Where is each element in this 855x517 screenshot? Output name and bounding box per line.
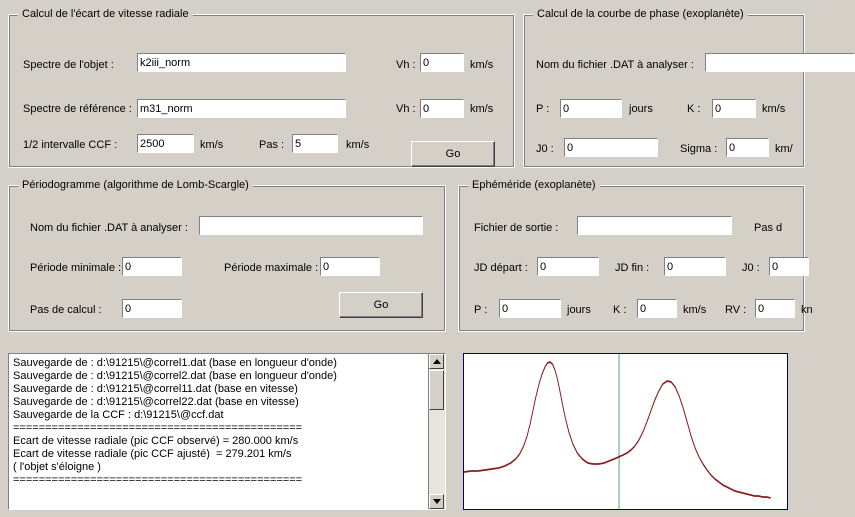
label-periodogram-dat-file: Nom du fichier .DAT à analyser : [30, 222, 188, 234]
output-file-input[interactable] [577, 216, 732, 235]
phase-k-input[interactable] [712, 99, 756, 118]
scroll-up-button[interactable] [429, 354, 444, 369]
scroll-up-arrow-icon [433, 359, 441, 364]
group-ephemeris [458, 179, 813, 332]
label-object-vh: Vh : [396, 59, 416, 71]
label-jd-start: JD départ : [474, 262, 528, 274]
label-phase-dat-file: Nom du fichier .DAT à analyser : [536, 59, 694, 71]
phase-p-input[interactable] [560, 99, 622, 118]
object-vh-input[interactable] [420, 53, 464, 72]
ccf-plot-panel[interactable] [463, 353, 788, 510]
unit-ephemeris-p: jours [567, 304, 591, 316]
calc-step-input[interactable] [122, 299, 182, 318]
label-step: Pas : [259, 139, 285, 151]
label-calc-step: Pas de calcul : [30, 304, 102, 316]
ephemeris-k-input[interactable] [637, 299, 677, 318]
group-periodogram-title: Périodogramme (algorithme de Lomb-Scargle) [18, 179, 253, 191]
label-ccf-half-interval: 1/2 intervalle CCF : [23, 139, 118, 151]
label-ephemeris-step: Pas d [754, 222, 783, 234]
scroll-down-arrow-icon [433, 499, 441, 504]
label-reference-vh: Vh : [396, 103, 416, 115]
label-phase-sigma: Sigma : [680, 143, 718, 155]
ephemeris-rv-input[interactable] [755, 299, 795, 318]
unit-reference-vh: km/s [470, 103, 494, 115]
label-min-period: Période minimale : [30, 262, 122, 274]
label-output-file: Fichier de sortie : [474, 222, 559, 234]
label-ephemeris-k: K : [613, 304, 627, 316]
group-phase-curve [523, 8, 805, 168]
phase-j0-input[interactable] [564, 138, 658, 157]
group-ephemeris-title: Ephéméride (exoplanète) [468, 179, 600, 191]
group-phase-curve-title: Calcul de la courbe de phase (exoplanète) [533, 8, 748, 20]
unit-phase-sigma: km/ [775, 143, 793, 155]
unit-ccf-half-interval: km/s [200, 139, 224, 151]
unit-object-vh: km/s [470, 59, 494, 71]
log-output-panel[interactable] [8, 353, 446, 510]
max-period-input[interactable] [320, 257, 380, 276]
ccf-curve [464, 362, 771, 498]
jd-start-input[interactable] [537, 257, 599, 276]
jd-end-input[interactable] [664, 257, 726, 276]
label-ephemeris-p: P : [474, 304, 488, 316]
phase-dat-file-input[interactable] [705, 53, 855, 72]
unit-ephemeris-rv: kn [801, 304, 813, 316]
group-periodogram [8, 179, 446, 332]
label-phase-k: K : [687, 103, 701, 115]
label-max-period: Période maximale : [224, 262, 319, 274]
phase-sigma-input[interactable] [726, 138, 769, 157]
unit-phase-k: km/s [762, 103, 786, 115]
label-ephemeris-rv: RV : [725, 304, 747, 316]
ccf-plot-svg [464, 354, 787, 509]
label-phase-j0: J0 : [536, 143, 554, 155]
group-radial-velocity-title: Calcul de l'écart de vitesse radiale [18, 8, 193, 20]
periodogram-go-button[interactable]: Go [339, 292, 423, 318]
label-reference-spectrum: Spectre de référence : [23, 103, 132, 115]
log-scrollbar[interactable] [428, 354, 445, 509]
ccf-half-interval-input[interactable] [137, 134, 194, 153]
min-period-input[interactable] [122, 257, 182, 276]
label-phase-p: P : [536, 103, 550, 115]
reference-vh-input[interactable] [420, 99, 464, 118]
ephemeris-j0-input[interactable] [769, 257, 809, 276]
label-object-spectrum: Spectre de l'objet : [23, 59, 114, 71]
label-jd-end: JD fin : [615, 262, 650, 274]
radial-velocity-go-button[interactable]: Go [411, 141, 495, 167]
group-radial-velocity [8, 8, 515, 168]
reference-spectrum-input[interactable] [137, 99, 346, 118]
scroll-down-button[interactable] [429, 494, 444, 509]
scrollbar-thumb[interactable] [429, 370, 444, 410]
unit-ephemeris-k: km/s [683, 304, 707, 316]
label-ephemeris-j0: J0 : [742, 262, 760, 274]
ephemeris-p-input[interactable] [499, 299, 561, 318]
unit-step: km/s [346, 139, 370, 151]
periodogram-dat-file-input[interactable] [199, 216, 423, 235]
unit-phase-p: jours [629, 103, 653, 115]
step-input[interactable] [292, 134, 338, 153]
object-spectrum-input[interactable] [137, 53, 346, 72]
log-output-text: Sauvegarde de : d:\91215\@correl1.dat (base en longueur d'onde) Sauvegarde de : d:\91215\@correl2.dat (base en longueur d'onde) Sauvegarde de : d:\91215\@correl11.dat (base en vitesse) Sauvegarde de : d:\91215\@correl22.dat (base en vitesse) Sauvegarde de la CCF : d:\91215\@ccf.dat ============================================= Ecart de vitesse radiale (pic CCF observé) = 280.000 km/s Ecart de vitesse radiale (pic CCF ajusté) = 279.201 km/s ( l'objet s'éloigne ) ============================================= [13, 357, 337, 486]
